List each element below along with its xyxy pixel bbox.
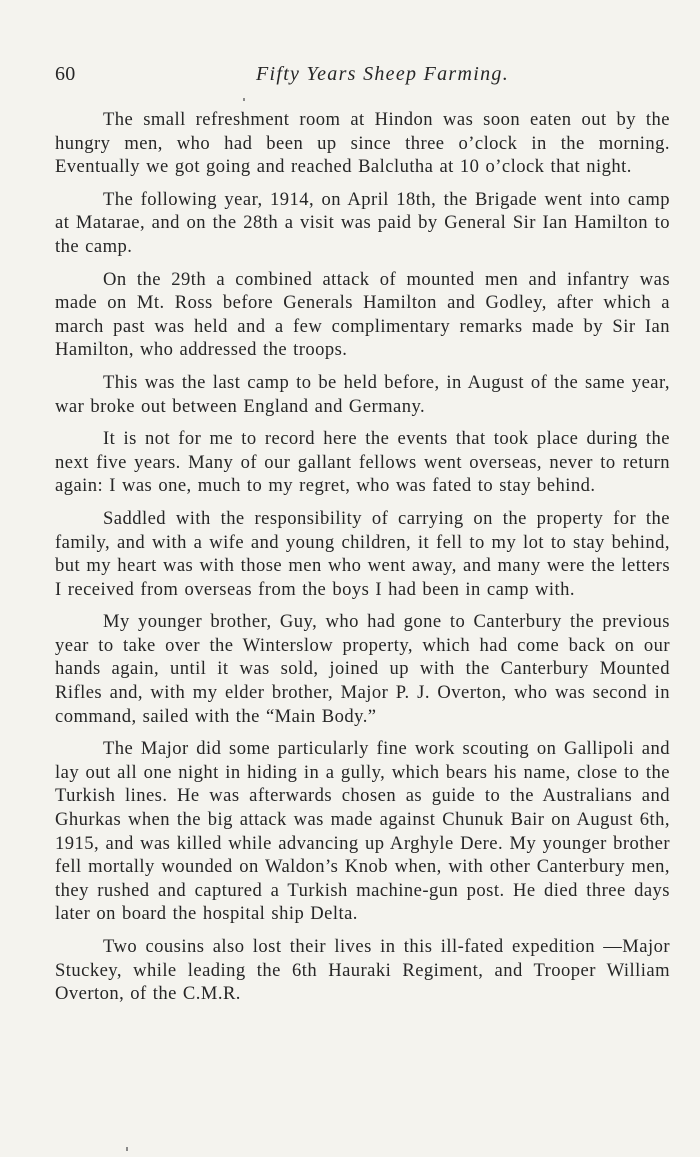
paragraph-4: This was the last camp to be held before, in August of the same year, war broke out between England and Germany. [55, 371, 670, 417]
paragraph-9: Two cousins also lost their lives in this ill-fated expedition —Major Stuckey, while leading the 6th Hauraki Regiment, and Trooper William Overton, of the C.M.R. [55, 936, 670, 1005]
print-speck [126, 1147, 128, 1151]
paragraph-8: The Major did some particularly fine work scouting on Gallipoli and lay out all one night in hiding in a gully, which bears his name, close to the Turkish lines. He was afterwards chosen as guide to the Australians and Ghurkas when the big attack was made against Chunuk Bair on August 6th, 1915, and was killed while advancing up Arghyle Dere. My younger brother fell mortally wounded on Waldon’s Knob when, with other Canterbury men, they rushed and captured a Turkish machine-gun post. He died three days later on board the hospital ship Delta. [55, 738, 670, 925]
paragraph-6: Saddled with the responsibility of carrying on the property for the family, and with a wife and young children, it fell to my lot to stay behind, but my heart was with those men who went away, and many were the letters I received from overseas from the boys I had been in camp with. [55, 507, 670, 600]
body-text [55, 108, 670, 1015]
paragraph-3: On the 29th a combined attack of mounted men and infantry was made on Mt. Ross before Generals Hamilton and Godley, after which a march past was held and a few complimentary remarks made by Sir Ian Hamilton, who addressed the troops. [55, 268, 670, 361]
paragraph-1: The small refreshment room at Hindon was soon eaten out by the hungry men, who had been up since three o’clock in the morning. Eventually we got going and reached Balclutha at 10 o’clock that night. [55, 109, 670, 178]
print-speck [243, 98, 245, 101]
running-title: Fifty Years Sheep Farming. [255, 63, 510, 85]
page-header [55, 63, 670, 93]
page-number: 60 [55, 63, 76, 85]
paragraph-2: The following year, 1914, on April 18th, the Brigade went into camp at Matarae, and on the 28th a visit was paid by General Sir Ian Hamilton to the camp. [55, 188, 670, 257]
paragraph-7: My younger brother, Guy, who had gone to Canterbury the previous year to take over the Winterslow property, which had come back on our hands again, until it was sold, joined up with the Canterbury Mounted Rifles and, with my elder brother, Major P. J. Overton, who was second in command, sailed with the “Main Body.” [55, 611, 670, 727]
paragraph-5: It is not for me to record here the events that took place during the next five years. Many of our gallant fellows went overseas, never to return again: I was one, much to my regret, who was fated to stay behind. [55, 428, 670, 497]
